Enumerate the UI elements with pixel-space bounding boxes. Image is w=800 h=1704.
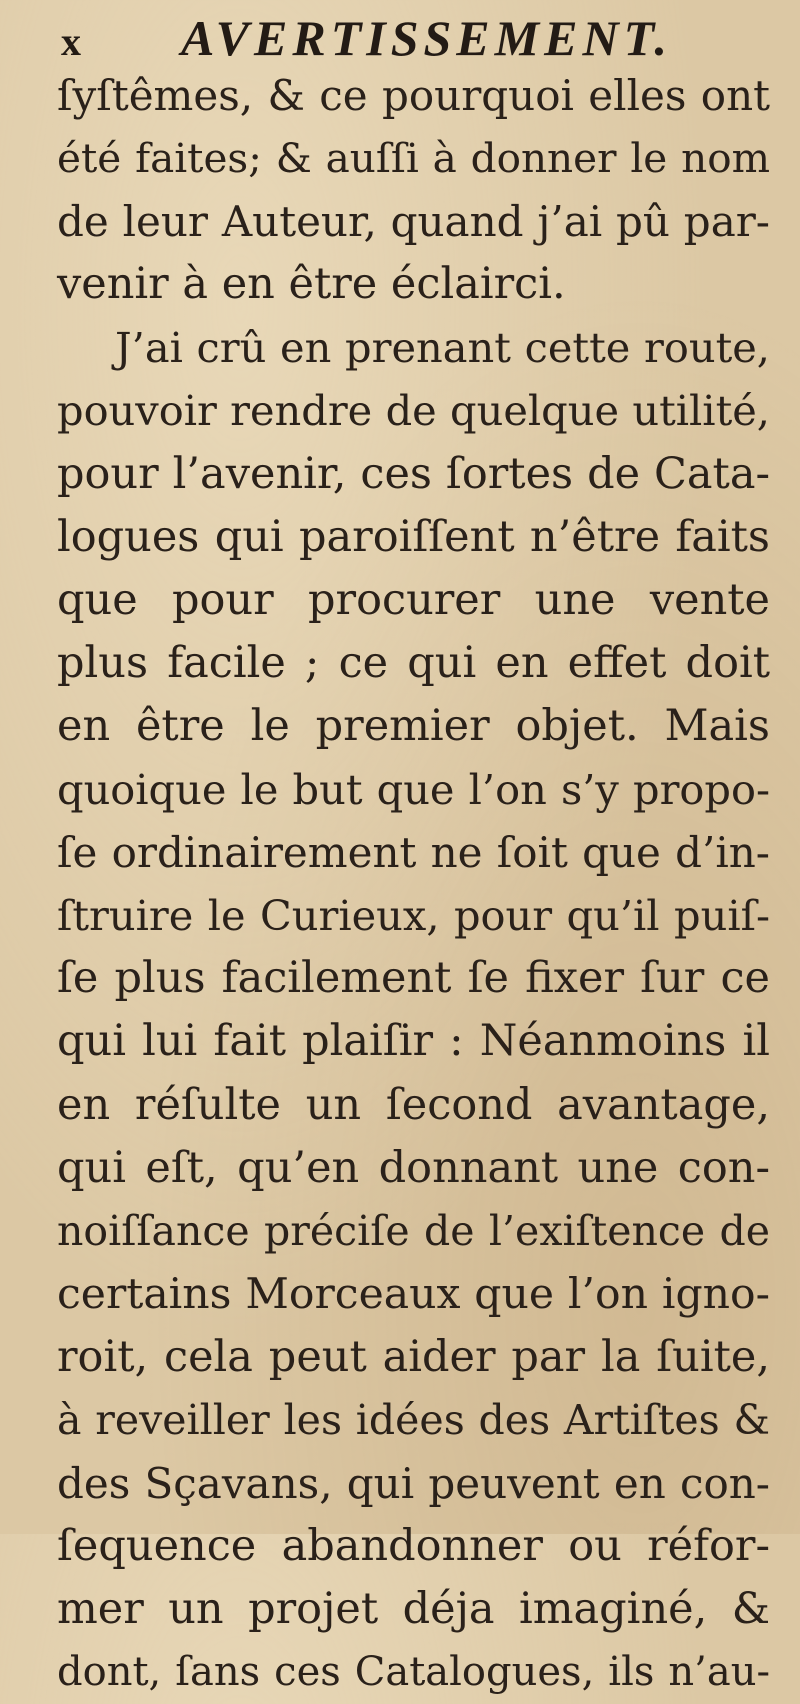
text-line: noiſſance préciſe de l’exiſtence de (57, 1206, 770, 1255)
text-line: été faites; & auſſi à donner le nom (57, 134, 770, 183)
text-line: J’ai crû en prenant cette route, (115, 323, 770, 373)
text-line: de leur Auteur, quand j’ai pû par- (57, 197, 770, 247)
text-line: dont, ſans ces Catalogues, ils n’au- (57, 1649, 770, 1696)
text-line: ſe plus facilement ſe fixer ſur ce (57, 953, 770, 1004)
text-line: que pour procurer une vente (57, 574, 770, 625)
text-line: ſyſtêmes, & ce pourquoi elles ont (57, 71, 770, 120)
text-line: mer un projet déja imaginé, & (57, 1584, 770, 1635)
text-line: ſe ordinairement ne ſoit que d’in- (57, 828, 770, 878)
text-line: en réſulte un ſecond avantage, (57, 1079, 770, 1130)
running-head-title: AVERTISSEMENT. (181, 10, 673, 66)
text-line: logues qui paroiſſent n’être faits (57, 511, 770, 562)
text-line: plus facile ; ce qui en effet doit (57, 637, 770, 688)
text-line: qui lui fait plaiſir : Néanmoins il (57, 1016, 770, 1067)
text-line: quoique le but que l’on s’y propo- (57, 765, 770, 815)
text-line: roit, cela peut aider par la ſuite, (57, 1331, 770, 1382)
running-head (57, 12, 770, 64)
page-number: x (61, 19, 81, 64)
text-line: ſequence abandonner ou réfor- (57, 1521, 770, 1572)
text-line: venir à en être éclairci. (57, 259, 566, 310)
text-line: en être le premier objet. Mais (57, 700, 770, 751)
text-line: qui eſt, qu’en donnant une con- (57, 1142, 770, 1193)
text-line: ſtruire le Curieux, pour qu’il puiſ- (57, 891, 770, 941)
text-line: à reveiller les idées des Artiſtes & (57, 1395, 770, 1444)
text-line: certains Morceaux que l’on igno- (57, 1269, 770, 1319)
text-line: des Sçavans, qui peuvent en con- (57, 1459, 770, 1509)
text-line: pouvoir rendre de quelque utilité, (57, 386, 770, 436)
body-text (57, 64, 770, 1704)
text-line: pour l’avenir, ces ſortes de Cata- (57, 448, 770, 499)
